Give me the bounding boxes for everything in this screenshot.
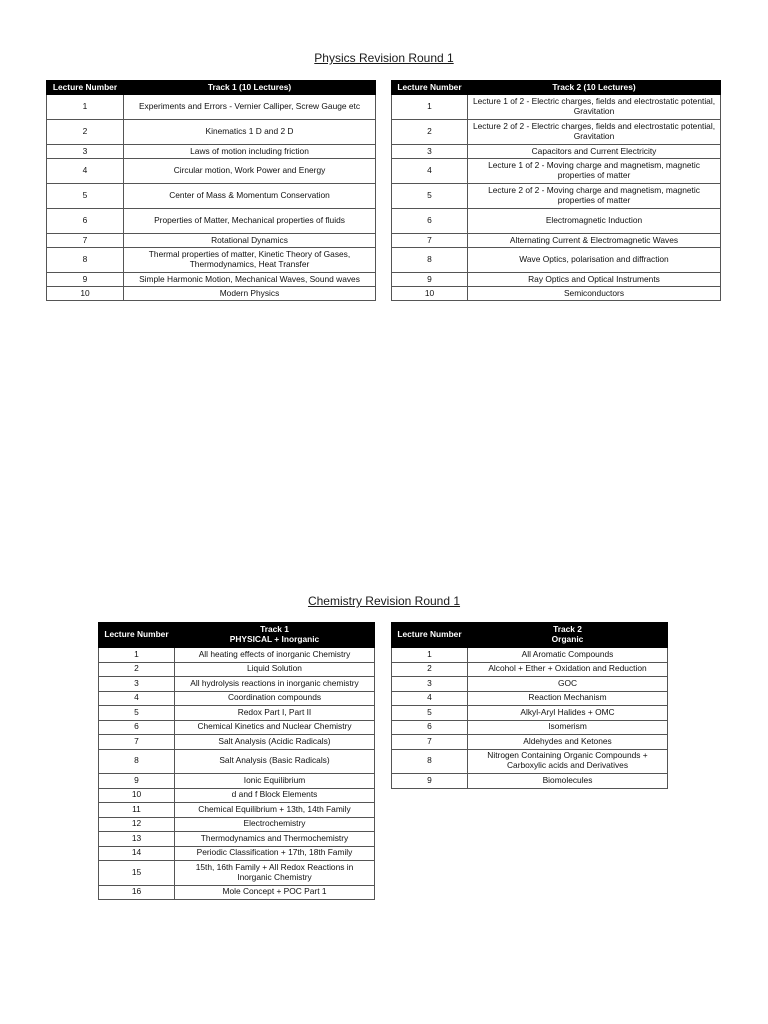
lecture-topic-cell: Laws of motion including friction [124,145,376,159]
table-row [392,145,721,159]
lecture-topic-cell: Electromagnetic Induction [468,209,721,234]
lecture-topic-cell: GOC [468,677,668,692]
lecture-topic-cell: Alternating Current & Electromagnetic Waves [468,234,721,248]
lecture-topic-cell: Thermal properties of matter, Kinetic Theory of Gases, Thermodynamics, Heat Transfer [124,248,376,273]
track-subject: Organic [551,634,584,644]
lecture-number-cell: 9 [99,774,175,789]
column-header-lecture-number: Lecture Number [99,623,175,648]
lecture-topic-cell: Ray Optics and Optical Instruments [468,273,721,287]
table-row [392,749,668,774]
lecture-topic-cell: Circular motion, Work Power and Energy [124,159,376,184]
lecture-topic-cell: Salt Analysis (Basic Radicals) [175,749,375,774]
lecture-topic-cell: Center of Mass & Momentum Conservation [124,184,376,209]
lecture-number-cell: 1 [392,95,468,120]
lecture-topic-cell: Rotational Dynamics [124,234,376,248]
table-row [392,677,668,692]
lecture-number-cell: 1 [99,648,175,663]
lecture-topic-cell: Chemical Kinetics and Nuclear Chemistry [175,720,375,735]
lecture-topic-cell: Lecture 1 of 2 - Electric charges, fields and electrostatic potential, Gravitation [468,95,721,120]
table-row [99,846,375,861]
table-row [392,120,721,145]
table-row [99,803,375,818]
lecture-number-cell: 5 [47,184,124,209]
lecture-topic-cell: Liquid Solution [175,662,375,677]
column-header-lecture-number: Lecture Number [392,623,468,648]
lecture-number-cell: 6 [392,209,468,234]
table-row [47,248,376,273]
table-row [392,209,721,234]
lecture-number-cell: 6 [99,720,175,735]
lecture-number-cell: 3 [99,677,175,692]
track-subject: PHYSICAL + Inorganic [229,634,320,644]
lecture-number-cell: 1 [392,648,468,663]
lecture-number-cell: 6 [47,209,124,234]
lecture-topic-cell: Electrochemistry [175,817,375,832]
table-row [99,749,375,774]
table-row [392,248,721,273]
lecture-number-cell: 10 [47,287,124,301]
lecture-topic-cell: Isomerism [468,720,668,735]
lecture-topic-cell: d and f Block Elements [175,788,375,803]
table-row [99,788,375,803]
table-row [47,145,376,159]
table-row [99,691,375,706]
table-row [99,677,375,692]
lecture-topic-cell: Chemical Equilibrium + 13th, 14th Family [175,803,375,818]
table-row [99,774,375,789]
lecture-topic-cell: All heating effects of inorganic Chemistry [175,648,375,663]
lecture-topic-cell: Periodic Classification + 17th, 18th Family [175,846,375,861]
column-header-track [175,623,375,648]
lecture-number-cell: 7 [99,735,175,750]
lecture-number-cell: 5 [392,184,468,209]
chemistry-track1-table [98,622,375,900]
lecture-topic-cell: Semiconductors [468,287,721,301]
lecture-number-cell: 2 [47,120,124,145]
lecture-topic-cell: Thermodynamics and Thermochemistry [175,832,375,847]
table-row [392,720,668,735]
chemistry-section-title: Chemistry Revision Round 1 [307,594,461,608]
lecture-number-cell: 4 [99,691,175,706]
table-row [47,120,376,145]
lecture-number-cell: 12 [99,817,175,832]
lecture-topic-cell: Lecture 2 of 2 - Moving charge and magnetism, magnetic properties of matter [468,184,721,209]
physics-track2-table [391,80,721,301]
lecture-topic-cell: 15th, 16th Family + All Redox Reactions in Inorganic Chemistry [175,861,375,886]
table-row [47,184,376,209]
lecture-topic-cell: Alkyl-Aryl Halides + OMC [468,706,668,721]
lecture-number-cell: 5 [99,706,175,721]
lecture-number-cell: 3 [47,145,124,159]
lecture-number-cell: 9 [47,273,124,287]
lecture-topic-cell: Experiments and Errors - Vernier Calliper, Screw Gauge etc [124,95,376,120]
lecture-topic-cell: All Aromatic Compounds [468,648,668,663]
column-header-lecture-number: Lecture Number [47,81,124,95]
lecture-number-cell: 16 [99,885,175,900]
lecture-topic-cell: Ionic Equilibrium [175,774,375,789]
column-header-track: Track 2 (10 Lectures) [468,81,721,95]
physics-section-title: Physics Revision Round 1 [314,51,454,65]
column-header-track [468,623,668,648]
lecture-number-cell: 7 [47,234,124,248]
table-row [99,706,375,721]
lecture-number-cell: 14 [99,846,175,861]
table-row [99,720,375,735]
chemistry-track2-table [391,622,668,789]
lecture-number-cell: 15 [99,861,175,886]
lecture-number-cell: 3 [392,145,468,159]
lecture-topic-cell: Lecture 1 of 2 - Moving charge and magnetism, magnetic properties of matter [468,159,721,184]
lecture-number-cell: 10 [392,287,468,301]
lecture-number-cell: 4 [392,159,468,184]
table-row [47,273,376,287]
table-row [99,735,375,750]
table-header-row [392,81,721,95]
table-header-row [99,623,375,648]
lecture-number-cell: 8 [392,749,468,774]
lecture-number-cell: 10 [99,788,175,803]
lecture-topic-cell: Salt Analysis (Acidic Radicals) [175,735,375,750]
lecture-number-cell: 6 [392,720,468,735]
lecture-number-cell: 8 [392,248,468,273]
table-row [392,95,721,120]
track-name: Track 1 [260,624,289,635]
lecture-topic-cell: Modern Physics [124,287,376,301]
lecture-number-cell: 8 [99,749,175,774]
lecture-topic-cell: Coordination compounds [175,691,375,706]
lecture-number-cell: 9 [392,774,468,789]
lecture-topic-cell: Reaction Mechanism [468,691,668,706]
lecture-number-cell: 2 [392,662,468,677]
lecture-number-cell: 11 [99,803,175,818]
lecture-topic-cell: Biomolecules [468,774,668,789]
column-header-track: Track 1 (10 Lectures) [124,81,376,95]
lecture-topic-cell: Simple Harmonic Motion, Mechanical Waves, Sound waves [124,273,376,287]
physics-track1-table [46,80,376,301]
table-row [99,817,375,832]
table-row [392,234,721,248]
table-row [47,159,376,184]
table-row [392,159,721,184]
table-row [392,774,668,789]
table-row [99,861,375,886]
table-row [47,95,376,120]
table-row [99,662,375,677]
table-row [392,287,721,301]
lecture-topic-cell: Wave Optics, polarisation and diffraction [468,248,721,273]
table-row [392,273,721,287]
lecture-number-cell: 4 [47,159,124,184]
table-row [47,287,376,301]
table-row [99,885,375,900]
lecture-number-cell: 4 [392,691,468,706]
lecture-topic-cell: Redox Part I, Part II [175,706,375,721]
column-header-lecture-number: Lecture Number [392,81,468,95]
lecture-number-cell: 8 [47,248,124,273]
table-row [392,735,668,750]
table-row [392,662,668,677]
lecture-number-cell: 7 [392,735,468,750]
lecture-number-cell: 13 [99,832,175,847]
lecture-topic-cell: Capacitors and Current Electricity [468,145,721,159]
table-row [99,648,375,663]
lecture-number-cell: 2 [99,662,175,677]
track-name: Track 2 [553,624,582,635]
table-row [47,209,376,234]
table-header-row [392,623,668,648]
lecture-topic-cell: Nitrogen Containing Organic Compounds + Carboxylic acids and Derivatives [468,749,668,774]
lecture-topic-cell: All hydrolysis reactions in inorganic chemistry [175,677,375,692]
table-row [392,648,668,663]
table-row [392,184,721,209]
table-row [392,706,668,721]
lecture-number-cell: 2 [392,120,468,145]
table-row [392,691,668,706]
table-row [99,832,375,847]
lecture-number-cell: 1 [47,95,124,120]
lecture-number-cell: 3 [392,677,468,692]
lecture-topic-cell: Lecture 2 of 2 - Electric charges, fields and electrostatic potential, Gravitation [468,120,721,145]
lecture-topic-cell: Alcohol + Ether + Oxidation and Reduction [468,662,668,677]
lecture-number-cell: 7 [392,234,468,248]
lecture-number-cell: 5 [392,706,468,721]
lecture-number-cell: 9 [392,273,468,287]
lecture-topic-cell: Kinematics 1 D and 2 D [124,120,376,145]
lecture-topic-cell: Mole Concept + POC Part 1 [175,885,375,900]
lecture-topic-cell: Properties of Matter, Mechanical properties of fluids [124,209,376,234]
table-row [47,234,376,248]
lecture-topic-cell: Aldehydes and Ketones [468,735,668,750]
table-header-row [47,81,376,95]
